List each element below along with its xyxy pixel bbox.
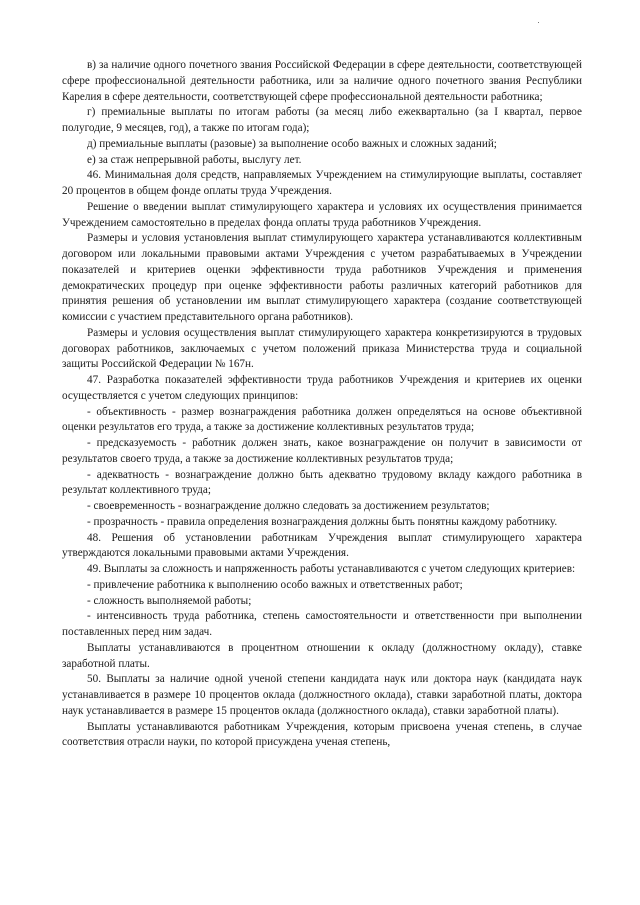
list-item-timeliness: - своевременность - вознаграждение должно следовать за достижением результатов;	[87, 500, 490, 512]
paragraph-47: 47. Разработка показателей эффективности труда работников Учреждения и критериев их оценки осуществляется с учетом следующих принципов:	[62, 374, 582, 402]
paragraph-49-percent: Выплаты устанавливаются в процентном отношении к окладу (должностному окладу), ставке заработной платы.	[62, 641, 582, 670]
list-item-important-work: - привлечение работника к выполнению особо важных и ответственных работ;	[87, 578, 463, 591]
list-item-adequacy: - адекватность - вознаграждение должно быть адекватно трудовому вкладу каждого работника в результат коллективного труда;	[62, 468, 582, 497]
paragraph-45d: д) премиальные выплаты (разовые) за выполнение особо важных и сложных заданий;	[87, 137, 497, 150]
list-item-complexity: - сложность выполняемой работы;	[87, 594, 252, 607]
paragraph-45v: в) за наличие одного почетного звания Российской Федерации в сфере деятельности, соответствующей сфере профессиональной деятельности работника, или за наличие одного почетного звания Республики Карелия в сфере деятельности, соответствующей сфере профессиональной деятельности работника;	[62, 59, 582, 103]
paragraph-46-contracts: Размеры и условия осуществления выплат стимулирующего характера конкретизируются в трудовых договорах работников, заключаемых с учетом положений приказа Министерства труда и социальной защиты Российской Федерации № 167н.	[62, 326, 582, 371]
paragraph-46: 46. Минимальная доля средств, направляемых Учреждением на стимулирующие выплаты, составляет 20 процентов в общем фонде оплаты труда Учреждения.	[62, 169, 582, 197]
paragraph-45g: г) премиальные выплаты по итогам работы (за месяц либо ежеквартально (за I квартал, первое полугодие, 9 месяцев, год), а также по итогам года);	[62, 106, 582, 134]
list-item-predictability: - предсказуемость - работник должен знать, какое вознаграждение он получит в зависимости от результатов своего труда, а также за достижение коллективных результатов труда;	[62, 437, 582, 465]
paragraph-45e: е) за стаж непрерывной работы, выслугу лет.	[87, 153, 302, 166]
list-item-intensity: - интенсивность труда работника, степень самостоятельности и ответственности при выполнении поставленных перед ним задач.	[62, 610, 582, 638]
paragraph-48: 48. Решения об установлении работникам Учреждения выплат стимулирующего характера утверждаются локальными правовыми актами Учреждения.	[62, 531, 582, 560]
paragraph-50-degree: Выплаты устанавливаются работникам Учреждения, которым присвоена ученая степень, в случае соответствия отрасли науки, по которой присуждена ученая степень,	[62, 720, 582, 749]
paragraph-46-decision: Решение о введении выплат стимулирующего характера и условиях их осуществления принимается Учреждением самостоятельно в пределах фонда оплаты труда работников Учреждения.	[62, 200, 582, 229]
document-body	[62, 58, 582, 751]
list-item-objectivity: - объективность - размер вознаграждения работника должен определяться на основе объективной оценки результатов его труда, а также за достижение коллективных результатов труда;	[62, 405, 582, 434]
paragraph-49: 49. Выплаты за сложность и напряженность работы устанавливаются с учетом следующих критериев:	[87, 563, 576, 575]
paragraph-46-conditions: Размеры и условия установления выплат стимулирующего характера устанавливаются коллективным договором или локальными правовыми актами Учреждения с учетом разрабатываемых в Учреждении показателей и критериев оценки эффективности труда работников Учреждения и применения демократических процедур при оценке эффективности работы различных категорий работников для принятия решения об установлении им выплат стимулирующего характера (создание соответствующей комиссии с участием представительного органа работников).	[62, 232, 582, 323]
list-item-transparency: - прозрачность - правила определения вознаграждения должны быть понятны каждому работнику.	[87, 515, 558, 528]
scan-speck	[538, 22, 539, 23]
paragraph-50: 50. Выплаты за наличие одной ученой степени кандидата наук или доктора наук (кандидата наук устанавливается в размере 10 процентов оклада (должностного оклада), ставки заработной платы, доктора наук устанавливается в размере 15 процентов оклада (должностного оклада), ставки заработной платы).	[62, 673, 582, 717]
